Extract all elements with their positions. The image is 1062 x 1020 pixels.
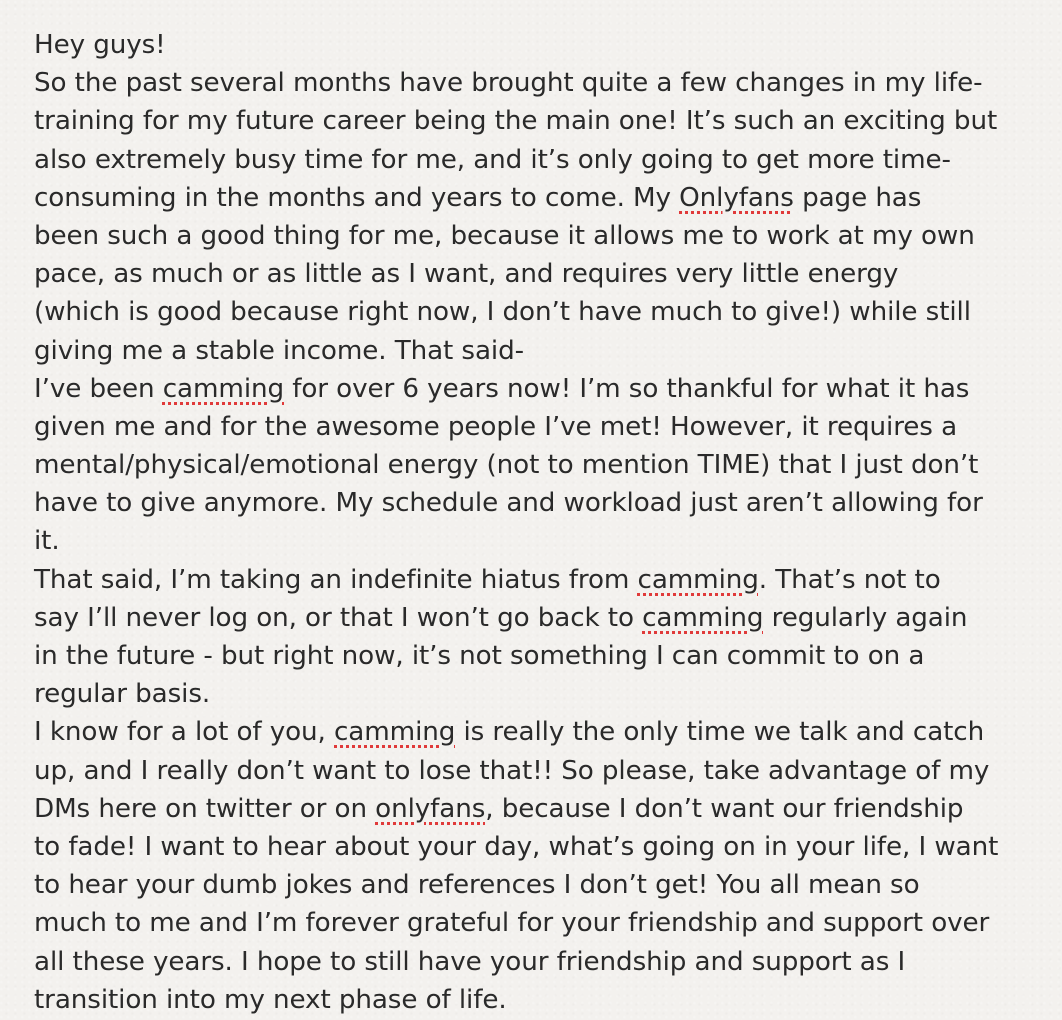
text-segment: So the past several months have brought quite a few changes in my life-: [34, 68, 983, 99]
text-line: [34, 522, 1054, 560]
text-segment: I know for a lot of you,: [34, 717, 334, 748]
text-line: [34, 293, 1054, 331]
text-segment: (which is good because right now, I don’t have much to give!) while still: [34, 297, 971, 328]
text-segment: DMs here on twitter or on: [34, 793, 376, 824]
text-segment: Hey guys!: [34, 30, 166, 60]
text-line: [34, 484, 1054, 522]
text-line: [34, 637, 1054, 675]
text-segment: transition into my next phase of life.: [34, 984, 507, 1015]
text-segment: , because I don’t want our friendship: [485, 793, 964, 824]
note-document[interactable]: [34, 26, 1054, 1019]
misspelled-word: camming: [334, 717, 456, 748]
text-line: [34, 141, 1054, 179]
text-segment: I’ve been: [34, 373, 163, 404]
text-segment: all these years. I hope to still have your friendship and support as I: [34, 946, 906, 977]
text-line: [34, 675, 1054, 713]
text-line: [34, 790, 1054, 828]
text-segment: have to give anymore. My schedule and workload just aren’t allowing for: [34, 488, 983, 519]
text-line: [34, 752, 1054, 790]
text-segment: regularly again: [763, 602, 968, 633]
text-line: [34, 370, 1054, 408]
text-segment: giving me a stable income. That said-: [34, 335, 524, 366]
text-line: [34, 102, 1054, 140]
text-segment: . That’s not to: [758, 564, 941, 595]
text-segment: pace, as much or as little as I want, and requires very little energy: [34, 259, 899, 290]
text-segment: mental/physical/emotional energy (not to mention TIME) that I just don’t: [34, 450, 979, 481]
text-line: [34, 332, 1054, 370]
text-segment: regular basis.: [34, 679, 211, 710]
text-line: [34, 255, 1054, 293]
text-segment: been such a good thing for me, because it allows me to work at my own: [34, 220, 975, 251]
text-line: [34, 599, 1054, 637]
text-segment: up, and I really don’t want to lose that!! So please, take advantage of my: [34, 755, 990, 786]
text-segment: given me and for the awesome people I’ve met! However, it requires a: [34, 411, 958, 442]
text-line: [34, 446, 1054, 484]
text-line: [34, 866, 1054, 904]
text-segment: training for my future career being the main one! It’s such an exciting but: [34, 106, 998, 137]
text-segment: consuming in the months and years to come. My: [34, 182, 680, 213]
text-segment: to hear your dumb jokes and references I don’t get! You all mean so: [34, 870, 920, 901]
text-line: [34, 561, 1054, 599]
text-line: [34, 26, 1054, 64]
misspelled-word: onlyfans: [375, 793, 486, 824]
text-line: [34, 179, 1054, 217]
text-segment: much to me and I’m forever grateful for your friendship and support over: [34, 908, 990, 939]
text-line: [34, 64, 1054, 102]
text-line: [34, 408, 1054, 446]
misspelled-word: camming: [642, 602, 764, 633]
text-segment: That said, I’m taking an indefinite hiatus from: [34, 564, 638, 595]
text-line: [34, 904, 1054, 942]
text-segment: for over 6 years now! I’m so thankful for what it has: [284, 373, 970, 404]
text-line: [34, 828, 1054, 866]
text-segment: it.: [34, 526, 60, 557]
text-line: [34, 217, 1054, 255]
text-segment: in the future - but right now, it’s not something I can commit to on a: [34, 641, 925, 671]
text-segment: say I’ll never log on, or that I won’t go back to: [34, 602, 643, 633]
misspelled-word: camming: [637, 564, 759, 595]
text-segment: also extremely busy time for me, and it’s only going to get more time-: [34, 144, 951, 175]
text-line: [34, 943, 1054, 981]
text-segment: to fade! I want to hear about your day, what’s going on in your life, I want: [34, 831, 999, 862]
text-segment: page has: [793, 182, 922, 213]
misspelled-word: Onlyfans: [679, 182, 794, 213]
misspelled-word: camming: [162, 373, 285, 404]
text-line: [34, 713, 1054, 751]
text-segment: is really the only time we talk and catch: [455, 717, 985, 748]
text-line: [34, 981, 1054, 1019]
